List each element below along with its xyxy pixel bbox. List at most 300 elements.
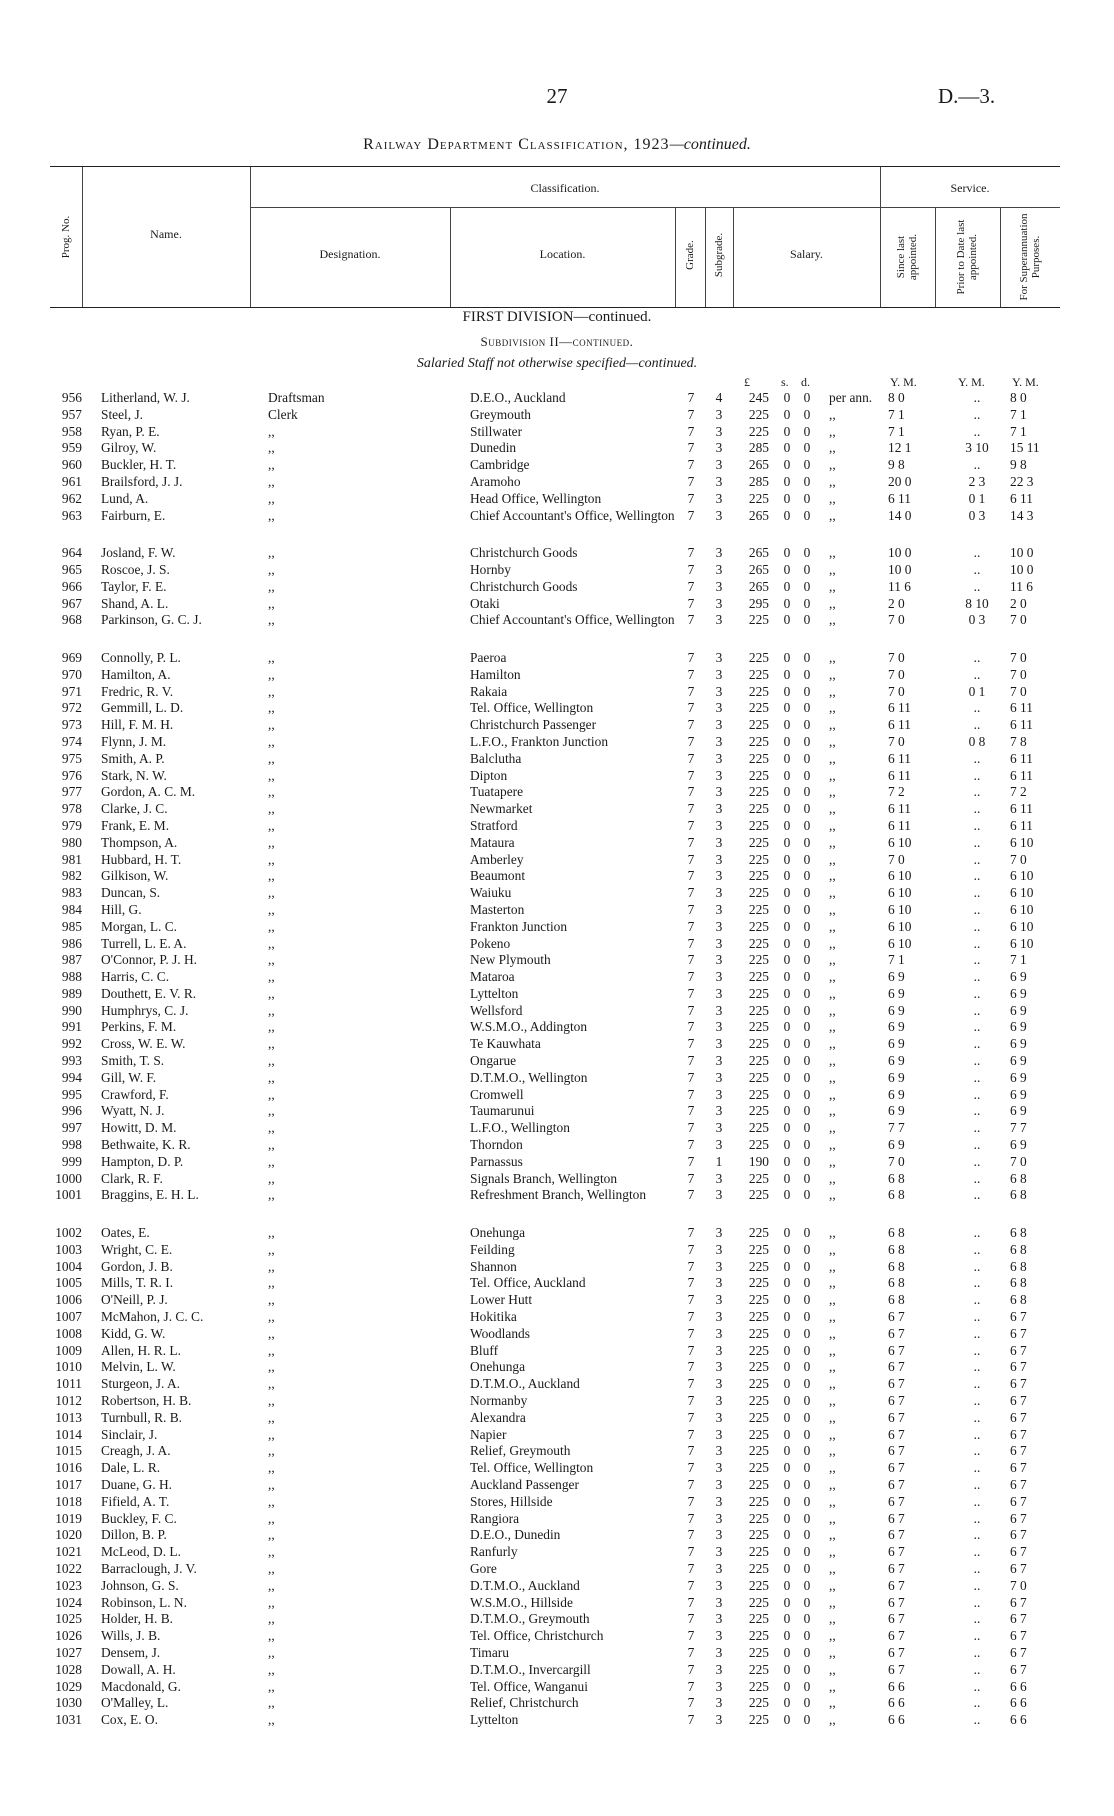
salary-shillings: 0: [783, 649, 791, 665]
table-row: [0, 1477, 1114, 1494]
location: Paeroa: [470, 649, 507, 665]
salary-period: ,,: [829, 1170, 836, 1186]
salary-pounds: 225: [748, 851, 769, 867]
salary-pence: 0: [803, 901, 811, 917]
table-row: [0, 579, 1114, 596]
prior-to-date: ..: [973, 1153, 981, 1169]
salary-pounds: 225: [748, 700, 769, 716]
prog-number: 980: [61, 834, 82, 850]
prior-to-date: ..: [973, 406, 981, 422]
prog-number: 1008: [55, 1325, 82, 1341]
subgrade: 3: [715, 595, 723, 611]
header-classification: Classification.: [530, 181, 600, 195]
salary-pence: 0: [803, 683, 811, 699]
since-last-appointed: 7 0: [888, 683, 905, 699]
prior-to-date: ..: [973, 901, 981, 917]
grade: 7: [687, 1695, 695, 1711]
employee-name: O'Connor, P. J. H.: [101, 952, 197, 968]
designation: ,,: [268, 952, 275, 968]
salary-period: ,,: [829, 700, 836, 716]
prior-to-date: ..: [973, 1187, 981, 1203]
salary-period: ,,: [829, 1241, 836, 1257]
salary-pounds: 225: [748, 1309, 769, 1325]
salary-shillings: 0: [783, 817, 791, 833]
subgrade: 3: [715, 1137, 723, 1153]
salary-shillings: 0: [783, 578, 791, 594]
since-last-appointed: 6 10: [888, 885, 912, 901]
since-last-appointed: 6 7: [888, 1493, 905, 1509]
subgrade: 3: [715, 406, 723, 422]
salary-period: ,,: [829, 1036, 836, 1052]
table-row: [0, 1695, 1114, 1712]
superannuation-service: 6 8: [1010, 1241, 1027, 1257]
salary-pounds: 225: [748, 935, 769, 951]
salary-shillings: 0: [783, 1577, 791, 1593]
table-row: [0, 818, 1114, 835]
header-divider: [675, 207, 676, 307]
since-last-appointed: 6 9: [888, 1086, 905, 1102]
subgrade: 3: [715, 1036, 723, 1052]
designation: ,,: [268, 1393, 275, 1409]
designation: ,,: [268, 1292, 275, 1308]
salary-shillings: 0: [783, 1342, 791, 1358]
header-designation: Designation.: [319, 247, 381, 261]
employee-name: Duncan, S.: [101, 885, 161, 901]
designation: ,,: [268, 457, 275, 473]
salary-pence: 0: [803, 595, 811, 611]
table-row: [0, 1120, 1114, 1137]
salary-shillings: 0: [783, 1409, 791, 1425]
designation: ,,: [268, 1426, 275, 1442]
salary-pounds: 225: [748, 1225, 769, 1241]
location: L.F.O., Wellington: [470, 1120, 570, 1136]
superannuation-service: 6 6: [1010, 1678, 1027, 1694]
grade: 7: [687, 1477, 695, 1492]
table-row: [0, 1003, 1114, 1020]
salary-shillings: 0: [783, 1069, 791, 1085]
salary-period: ,,: [829, 578, 836, 594]
subgrade: 3: [715, 440, 723, 456]
superannuation-service: 7 0: [1010, 612, 1027, 628]
since-last-appointed: 6 7: [888, 1527, 905, 1543]
salary-period: ,,: [829, 595, 836, 611]
salary-pence: 0: [803, 1460, 811, 1476]
designation: ,,: [268, 885, 275, 901]
running-title: [0, 136, 1114, 154]
grade: 7: [687, 1309, 695, 1325]
table-row: [0, 650, 1114, 667]
salary-period: ,,: [829, 1510, 836, 1526]
superannuation-service: 6 9: [1010, 1002, 1027, 1018]
prog-number: 991: [61, 1019, 82, 1035]
salary-period: ,,: [829, 507, 836, 523]
since-last-appointed: 6 7: [888, 1342, 905, 1358]
location: Beaumont: [470, 868, 526, 884]
table-row: [0, 1326, 1114, 1343]
location: D.T.M.O., Auckland: [470, 1577, 580, 1593]
page-reference: D.—3.: [938, 84, 996, 108]
location: Ranfurly: [470, 1544, 518, 1560]
header-divider: [705, 207, 706, 307]
prog-number: 986: [61, 935, 82, 951]
salary-shillings: 0: [783, 1170, 791, 1186]
since-last-appointed: 6 9: [888, 1036, 905, 1052]
prior-to-date: ..: [973, 1170, 981, 1186]
since-last-appointed: 6 7: [888, 1594, 905, 1610]
salary-pounds: 225: [748, 1376, 769, 1392]
prog-number: 967: [61, 595, 82, 611]
prior-to-date: ..: [973, 1376, 981, 1392]
prog-number: 1000: [55, 1170, 82, 1186]
location: Bluff: [470, 1342, 499, 1358]
salary-shillings: 0: [783, 595, 791, 611]
location: Greymouth: [470, 406, 531, 422]
prog-number: 990: [61, 1002, 82, 1018]
prior-to-date: ..: [973, 1527, 981, 1543]
salary-shillings: 0: [783, 473, 791, 489]
employee-name: O'Malley, L.: [101, 1695, 169, 1711]
prog-number: 1001: [55, 1187, 82, 1203]
table-row: [0, 1242, 1114, 1259]
since-last-appointed: 6 7: [888, 1577, 905, 1593]
designation: ,,: [268, 1527, 275, 1543]
table-row: [0, 969, 1114, 986]
designation: ,,: [268, 1695, 275, 1711]
superannuation-service: 6 7: [1010, 1611, 1027, 1627]
prog-number: 1030: [55, 1695, 82, 1711]
superannuation-service: 6 6: [1010, 1695, 1027, 1711]
prior-to-date: ..: [973, 1409, 981, 1425]
salary-period: ,,: [829, 1187, 836, 1203]
since-last-appointed: 20 0: [888, 473, 912, 489]
table-row: [0, 734, 1114, 751]
since-last-appointed: 6 9: [888, 985, 905, 1001]
salary-period: ,,: [829, 868, 836, 884]
prior-to-date: 3 10: [965, 440, 989, 456]
prior-to-date: ..: [973, 851, 981, 867]
table-row: [0, 801, 1114, 818]
salary-shillings: 0: [783, 1275, 791, 1291]
employee-name: Oates, E.: [101, 1225, 150, 1241]
location: Lyttelton: [470, 985, 519, 1001]
salary-shillings: 0: [783, 801, 791, 817]
salary-pence: 0: [803, 784, 811, 800]
since-last-appointed: 6 7: [888, 1309, 905, 1325]
prior-to-date: ..: [973, 1477, 981, 1492]
superannuation-service: 6 10: [1010, 935, 1034, 951]
salary-shillings: 0: [783, 490, 791, 506]
since-last-appointed: 6 9: [888, 1019, 905, 1035]
superannuation-service: 7 7: [1010, 1120, 1027, 1136]
salary-shillings: 0: [783, 1477, 791, 1492]
salary-period: ,,: [829, 1560, 836, 1576]
prior-to-date: ..: [973, 834, 981, 850]
salary-shillings: 0: [783, 717, 791, 733]
salary-period: ,,: [829, 1527, 836, 1543]
superannuation-service: 7 0: [1010, 649, 1027, 665]
designation: ,,: [268, 868, 275, 884]
employee-name: Turrell, L. E. A.: [101, 935, 187, 951]
table-row: [0, 1460, 1114, 1477]
salary-period: ,,: [829, 1325, 836, 1341]
salary-period: ,,: [829, 1359, 836, 1375]
subgrade: 3: [715, 1359, 723, 1375]
employee-name: Harris, C. C.: [101, 969, 170, 985]
salary-pence: 0: [803, 1342, 811, 1358]
location: Christchurch Passenger: [470, 717, 597, 733]
designation: ,,: [268, 1577, 275, 1593]
grade: 7: [687, 1103, 695, 1119]
table-row: [0, 1036, 1114, 1053]
prog-number: 962: [61, 490, 82, 506]
salary-period: ,,: [829, 1309, 836, 1325]
since-last-appointed: 6 8: [888, 1292, 905, 1308]
superannuation-service: 6 11: [1010, 490, 1033, 506]
salary-pounds: 225: [748, 1002, 769, 1018]
employee-name: Josland, F. W.: [101, 545, 176, 561]
location: Signals Branch, Wellington: [470, 1170, 618, 1186]
grade: 7: [687, 1019, 695, 1035]
salary-pounds: 225: [748, 1258, 769, 1274]
table-row: [0, 902, 1114, 919]
subgrade: 3: [715, 1577, 723, 1593]
salary-period: ,,: [829, 952, 836, 968]
salary-period: ,,: [829, 457, 836, 473]
salary-shillings: 0: [783, 1325, 791, 1341]
salary-shillings: 0: [783, 834, 791, 850]
prog-number: 1019: [55, 1510, 82, 1526]
subgrade: 3: [715, 545, 723, 561]
salary-period: ,,: [829, 1275, 836, 1291]
salary-pence: 0: [803, 1019, 811, 1035]
subgrade: 3: [715, 1661, 723, 1677]
salary-pence: 0: [803, 1258, 811, 1274]
salary-pounds: 265: [748, 561, 769, 577]
grade: 7: [687, 1560, 695, 1576]
salary-period: ,,: [829, 1460, 836, 1476]
employee-name: Clarke, J. C.: [101, 801, 168, 817]
prog-number: 992: [61, 1036, 82, 1052]
designation: ,,: [268, 1678, 275, 1694]
prior-to-date: ..: [973, 1053, 981, 1069]
page-number: 27: [546, 84, 568, 108]
designation: ,,: [268, 1120, 275, 1136]
salary-shillings: 0: [783, 561, 791, 577]
table-row: [0, 684, 1114, 701]
subgrade: 3: [715, 1426, 723, 1442]
prog-number: 1006: [55, 1292, 82, 1308]
subgrade: 3: [715, 1120, 723, 1136]
grade: 7: [687, 1241, 695, 1257]
salary-shillings: 0: [783, 1560, 791, 1576]
superannuation-service: 9 8: [1010, 457, 1027, 473]
grade: 7: [687, 423, 695, 439]
division-heading: FIRST DIVISION—continued.: [462, 309, 652, 325]
unit-pence: d.: [801, 375, 810, 389]
subgrade: 3: [715, 578, 723, 594]
table-row: [0, 474, 1114, 491]
prior-to-date: ..: [973, 1241, 981, 1257]
designation: ,,: [268, 1086, 275, 1102]
superannuation-service: 6 8: [1010, 1258, 1027, 1274]
salary-period: ,,: [829, 490, 836, 506]
salary-period: ,,: [829, 473, 836, 489]
superannuation-service: 6 7: [1010, 1510, 1027, 1526]
salary-pounds: 225: [748, 1493, 769, 1509]
employee-name: Robinson, L. N.: [101, 1594, 187, 1610]
since-last-appointed: 6 7: [888, 1359, 905, 1375]
employee-name: Morgan, L. C.: [101, 918, 178, 934]
prior-to-date: 2 3: [968, 473, 986, 489]
salary-pounds: 225: [748, 1560, 769, 1576]
employee-name: Frank, E. M.: [101, 817, 170, 833]
salary-shillings: 0: [783, 969, 791, 985]
superannuation-service: 6 7: [1010, 1309, 1027, 1325]
superannuation-service: 6 10: [1010, 901, 1034, 917]
location: Stratford: [470, 817, 518, 833]
since-last-appointed: 11 6: [888, 578, 911, 594]
since-last-appointed: 6 6: [888, 1695, 905, 1711]
subgrade: 3: [715, 1409, 723, 1425]
salary-period: ,,: [829, 1577, 836, 1593]
salary-pounds: 265: [748, 578, 769, 594]
subgrade: 3: [715, 885, 723, 901]
employee-name: Cox, E. O.: [101, 1712, 158, 1728]
salary-pounds: 225: [748, 1187, 769, 1203]
salary-pounds: 225: [748, 1594, 769, 1610]
location: Cromwell: [470, 1086, 524, 1102]
grade: 7: [687, 717, 695, 733]
grade: 7: [687, 545, 695, 561]
employee-name: McMahon, J. C. C.: [101, 1309, 204, 1325]
employee-name: Lund, A.: [101, 490, 149, 506]
superannuation-service: 6 7: [1010, 1594, 1027, 1610]
prog-number: 981: [61, 851, 82, 867]
grade: 7: [687, 1678, 695, 1694]
header-rule: [250, 207, 1060, 208]
table-row: [0, 596, 1114, 613]
designation: ,,: [268, 545, 275, 561]
prog-number: 960: [61, 457, 82, 473]
designation: ,,: [268, 834, 275, 850]
grade: 7: [687, 490, 695, 506]
table-row: [0, 390, 1114, 407]
table-row: [0, 1359, 1114, 1376]
since-last-appointed: 6 7: [888, 1393, 905, 1409]
salary-pounds: 225: [748, 1120, 769, 1136]
salary-pounds: 225: [748, 612, 769, 628]
prior-to-date: ..: [973, 969, 981, 985]
prior-to-date: ..: [973, 767, 981, 783]
superannuation-service: 2 0: [1010, 595, 1027, 611]
header-name: Name.: [150, 227, 182, 241]
superannuation-service: 6 7: [1010, 1443, 1027, 1459]
superannuation-service: 6 7: [1010, 1493, 1027, 1509]
prog-number: 1023: [55, 1577, 82, 1593]
superannuation-service: 6 7: [1010, 1426, 1027, 1442]
salary-pounds: 225: [748, 1460, 769, 1476]
salary-pounds: 225: [748, 683, 769, 699]
prog-number: 1014: [55, 1426, 82, 1442]
superannuation-service: 6 7: [1010, 1527, 1027, 1543]
table-row: [0, 717, 1114, 734]
designation: ,,: [268, 1170, 275, 1186]
employee-name: Hamilton, A.: [101, 666, 171, 682]
location: Thorndon: [470, 1137, 523, 1153]
superannuation-service: 6 10: [1010, 868, 1034, 884]
salary-pounds: 225: [748, 666, 769, 682]
salary-period: ,,: [829, 1712, 836, 1728]
prog-number: 1005: [55, 1275, 82, 1291]
prog-number: 961: [61, 473, 82, 489]
grade: 7: [687, 1577, 695, 1593]
salary-shillings: 0: [783, 901, 791, 917]
subgrade: 3: [715, 834, 723, 850]
employee-name: Buckley, F. C.: [101, 1510, 177, 1526]
salary-shillings: 0: [783, 1225, 791, 1241]
employee-name: Steel, J.: [101, 406, 144, 422]
grade: 7: [687, 1258, 695, 1274]
since-last-appointed: 7 1: [888, 406, 905, 422]
prog-number: 988: [61, 969, 82, 985]
designation: ,,: [268, 1342, 275, 1358]
prior-to-date: ..: [973, 1359, 981, 1375]
grade: 7: [687, 1225, 695, 1241]
designation: ,,: [268, 733, 275, 749]
salary-shillings: 0: [783, 423, 791, 439]
salary-pence: 0: [803, 1510, 811, 1526]
since-last-appointed: 6 8: [888, 1170, 905, 1186]
since-last-appointed: 6 9: [888, 1137, 905, 1153]
since-last-appointed: 6 7: [888, 1661, 905, 1677]
subgrade: 3: [715, 1170, 723, 1186]
salary-pounds: 225: [748, 885, 769, 901]
employee-name: Johnson, G. S.: [101, 1577, 179, 1593]
employee-name: Smith, T. S.: [101, 1053, 165, 1069]
grade: 7: [687, 700, 695, 716]
prior-to-date: ..: [973, 1258, 981, 1274]
prior-to-date: ..: [973, 1086, 981, 1102]
salary-pence: 0: [803, 1477, 811, 1492]
prior-to-date: ..: [973, 1002, 981, 1018]
prog-number: 964: [61, 545, 82, 561]
table-row: [0, 1393, 1114, 1410]
salary-shillings: 0: [783, 1443, 791, 1459]
superannuation-service: 14 3: [1010, 507, 1034, 523]
salary-pence: 0: [803, 1376, 811, 1392]
salary-period: ,,: [829, 817, 836, 833]
salary-period: ,,: [829, 1292, 836, 1308]
designation: ,,: [268, 1325, 275, 1341]
employee-name: Cross, W. E. W.: [101, 1036, 186, 1052]
salary-pence: 0: [803, 1493, 811, 1509]
employee-name: Wills, J. B.: [101, 1628, 161, 1644]
location: Te Kauwhata: [470, 1036, 541, 1052]
since-last-appointed: 10 0: [888, 561, 912, 577]
prog-number: 1025: [55, 1611, 82, 1627]
salary-pounds: 225: [748, 423, 769, 439]
salary-pence: 0: [803, 612, 811, 628]
location: D.T.M.O., Auckland: [470, 1376, 580, 1392]
header-since-last: Since last appointed.: [895, 233, 919, 281]
salary-period: ,,: [829, 1120, 836, 1136]
prior-to-date: 8 10: [965, 595, 989, 611]
designation: ,,: [268, 1477, 275, 1492]
salary-period: ,,: [829, 1019, 836, 1035]
subgrade: 3: [715, 1292, 723, 1308]
salary-pounds: 225: [748, 1342, 769, 1358]
superannuation-service: 6 8: [1010, 1187, 1027, 1203]
